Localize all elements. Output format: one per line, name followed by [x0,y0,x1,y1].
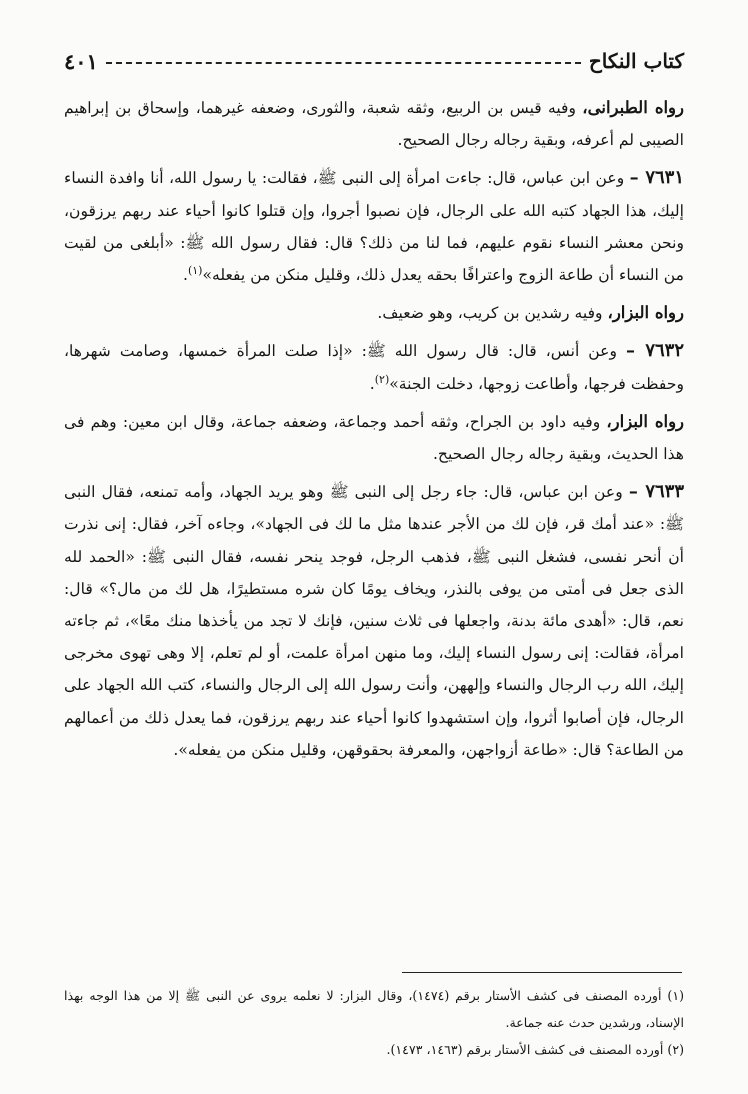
hadith-number: ٧٦٣٣ – [628,481,684,503]
hadith-paragraph [64,476,684,766]
paragraph-text: وفيه قيس بن الربيع، وثقه شعبة، والثورى، وضعفه غيرهما، وإسحاق بن إبراهيم الصيبى لم أعرفه، وبقية رجاله رجال الصحيح. [64,99,684,150]
hadith-paragraph [64,162,684,291]
paragraph-end: . [369,374,375,393]
source-attribution: رواه البزار، [607,303,684,323]
paragraph-end: . [182,266,188,285]
hadith-number: ٧٦٣٢ – [626,340,684,362]
paragraph [64,297,684,329]
hadith-paragraph [64,335,684,399]
paragraph-text: وفيه داود بن الجراح، وثقه أحمد وجماعة، وضعفه جماعة، وقال ابن معين: وهم فى هذا الحديث، وبقية رجاله رجال الصحيح. [64,412,684,464]
paragraph-text: وفيه رشدين بن كريب، وهو ضعيف. [377,304,608,323]
page-number: ٤٠١ [64,48,98,74]
paragraph-text: وعن ابن عباس، قال: جاءت امرأة إلى النبى ﷺ، فقالت: يا رسول الله، أنا وافدة النساء إليك، هذا الجهاد كتبه الله على الرجال، فإن نصبوا أجروا، وإن قتلوا كانوا أحياء عند ربهم يرزقون، ونحن معشر النساء نقوم عليهم، فما لنا من ذلك؟ قال: فقال رسول الله ﷺ: «أبلغى من لقيت من النساء أن طاعة الزوج واعترافًا بحقه يعدل ذلك، وقليل منكن من يفعله» [64,169,684,285]
footnote: (١) أورده المصنف فى كشف الأستار برقم (١٤٧٤)، وقال البزار: لا نعلمه يروى عن النبى ﷺ إلا من هذا الوجه بهذا الإسناد، ورشدين حدث عنه جماعة. [64,988,685,1030]
main-text [64,92,684,772]
book-title: كتاب النكاح [588,49,684,73]
footnotes [64,982,684,1063]
footnote-divider [402,972,682,973]
source-attribution: رواه الطبرانى، [582,98,684,117]
paragraph [64,92,684,156]
footnote-ref: (١) [187,263,203,277]
paragraph-text: وعن ابن عباس، قال: جاء رجل إلى النبى ﷺ وهو يريد الجهاد، وأمه تمنعه، فقال النبى ﷺ: «عند أمك قر، فإن لك من الأجر عندها مثل ما لك فى الجهاد»، وجاءه آخر، فقال: إنى نذرت أن أنحر نفسى، فشغل النبى ﷺ، فذهب الرجل، فوجد ينحر نفسه، فقال النبى ﷺ: «الحمد لله الذى جعل فى أمتى من يوفى بالنذر، ويخاف يومًا كان شره مستطيرًا، هل لك من مال؟» قال: نعم، قال: «أهدى مائة بدنة، واجعلها فى ثلاث سنين، فإنك لا تجد من يأخذها منك معًا»، ثم جاءته امرأة، فقالت: إنى رسول النساء إليك، وما منهن امرأة علمت، أو لم تعلم، إلا وهى تهوى مخرجى إليك، الله رب الرجال والنساء وإلههن، وأنت رسول الله إلى الرجال والنساء، كتب الله الجهاد على الرجال، فإن أصابوا أثروا، وإن استشهدوا كانوا أحياء عند ربهم يرزقون، فما يعدل ذلك من أعمالهم من الطاعة؟ قال: «طاعة أزواجهن، والمعرفة بحقوقهن، وقليل منكن من يفعله». [64,483,684,759]
header-rule [106,62,581,64]
source-attribution: رواه البزار، [606,411,685,431]
running-header [64,44,684,78]
paragraph-text: وعن أنس، قال: قال رسول الله ﷺ: «إذا صلت المرأة خمسها، وصامت شهرها، وحفظت فرجها، وأطاعت زوجها، دخلت الجنة» [64,342,684,393]
hadith-number: ٧٦٣١ – [629,167,684,189]
footnote: (٢) أورده المصنف فى كشف الأستار برقم (١٤٦٣، ١٤٧٣). [386,1042,684,1057]
footnote-ref: (٢) [374,372,390,386]
paragraph [64,406,684,470]
